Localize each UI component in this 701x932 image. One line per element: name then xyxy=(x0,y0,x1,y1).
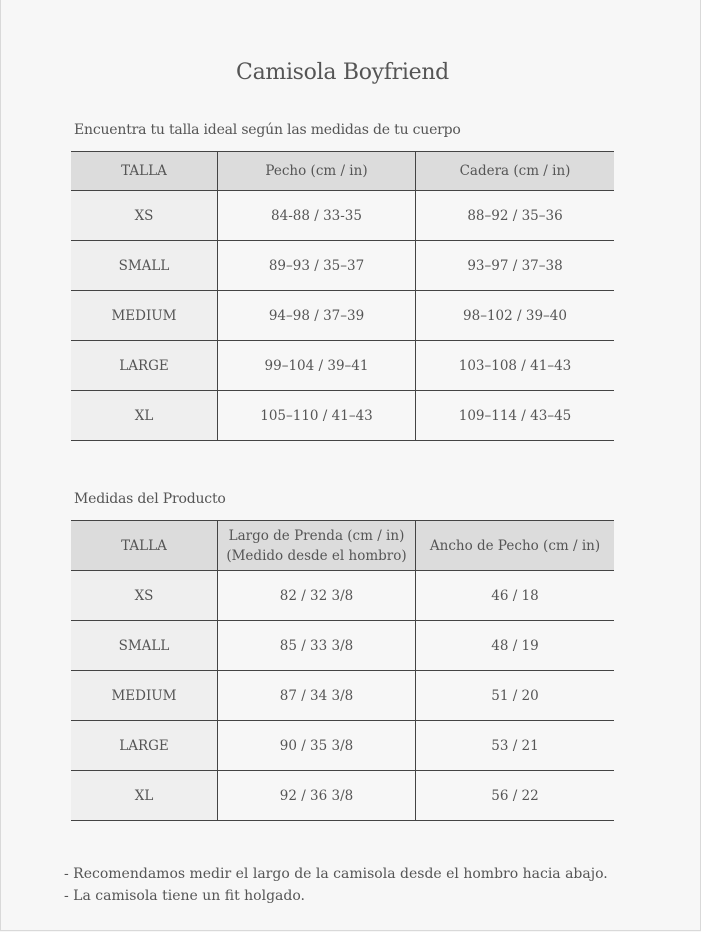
table-row xyxy=(71,671,614,721)
size-cell: XS xyxy=(71,191,218,241)
width-cell: 51 / 20 xyxy=(416,671,615,721)
table-row xyxy=(71,241,614,291)
table-header-row xyxy=(71,521,614,571)
hip-cell: 109–114 / 43–45 xyxy=(416,391,615,441)
chest-cell: 94–98 / 37–39 xyxy=(218,291,416,341)
header-ancho: Ancho de Pecho (cm / in) xyxy=(416,521,615,571)
length-cell: 92 / 36 3/8 xyxy=(218,771,416,821)
chest-cell: 89–93 / 35–37 xyxy=(218,241,416,291)
notes xyxy=(64,863,608,907)
header-talla: TALLA xyxy=(71,521,218,571)
hip-cell: 103–108 / 41–43 xyxy=(416,341,615,391)
chest-cell: 105–110 / 41–43 xyxy=(218,391,416,441)
length-cell: 85 / 33 3/8 xyxy=(218,621,416,671)
table-row xyxy=(71,291,614,341)
width-cell: 56 / 22 xyxy=(416,771,615,821)
width-cell: 53 / 21 xyxy=(416,721,615,771)
table-row xyxy=(71,571,614,621)
size-cell: XS xyxy=(71,571,218,621)
table-row xyxy=(71,721,614,771)
size-cell: LARGE xyxy=(71,341,218,391)
size-cell: SMALL xyxy=(71,241,218,291)
header-largo-line2: (Medido desde el hombro) xyxy=(226,547,407,564)
hip-cell: 88–92 / 35–36 xyxy=(416,191,615,241)
hip-cell: 93–97 / 37–38 xyxy=(416,241,615,291)
hip-cell: 98–102 / 39–40 xyxy=(416,291,615,341)
table-row xyxy=(71,391,614,441)
chest-cell: 99–104 / 39–41 xyxy=(218,341,416,391)
size-cell: MEDIUM xyxy=(71,671,218,721)
size-cell: MEDIUM xyxy=(71,291,218,341)
table-row xyxy=(71,341,614,391)
length-cell: 82 / 32 3/8 xyxy=(218,571,416,621)
size-cell: XL xyxy=(71,391,218,441)
note-line: - La camisola tiene un fit holgado. xyxy=(64,888,305,904)
page-title: Camisola Boyfriend xyxy=(236,60,449,85)
body-size-table xyxy=(71,151,614,441)
size-cell: SMALL xyxy=(71,621,218,671)
table-row xyxy=(71,771,614,821)
header-largo-line1: Largo de Prenda (cm / in) xyxy=(228,527,405,544)
size-cell: XL xyxy=(71,771,218,821)
body-size-section-label: Encuentra tu talla ideal según las medidas de tu cuerpo xyxy=(74,122,461,138)
header-pecho: Pecho (cm / in) xyxy=(218,152,416,191)
width-cell: 46 / 18 xyxy=(416,571,615,621)
chest-cell: 84-88 / 33-35 xyxy=(218,191,416,241)
table-row xyxy=(71,621,614,671)
note-line: - Recomendamos medir el largo de la camisola desde el hombro hacia abajo. xyxy=(64,866,608,882)
header-largo xyxy=(218,521,416,571)
header-talla: TALLA xyxy=(71,152,218,191)
size-cell: LARGE xyxy=(71,721,218,771)
table-header-row xyxy=(71,152,614,191)
product-section-label: Medidas del Producto xyxy=(74,491,226,507)
width-cell: 48 / 19 xyxy=(416,621,615,671)
header-cadera: Cadera (cm / in) xyxy=(416,152,615,191)
table-row xyxy=(71,191,614,241)
product-measurements-table xyxy=(71,520,614,821)
length-cell: 87 / 34 3/8 xyxy=(218,671,416,721)
length-cell: 90 / 35 3/8 xyxy=(218,721,416,771)
